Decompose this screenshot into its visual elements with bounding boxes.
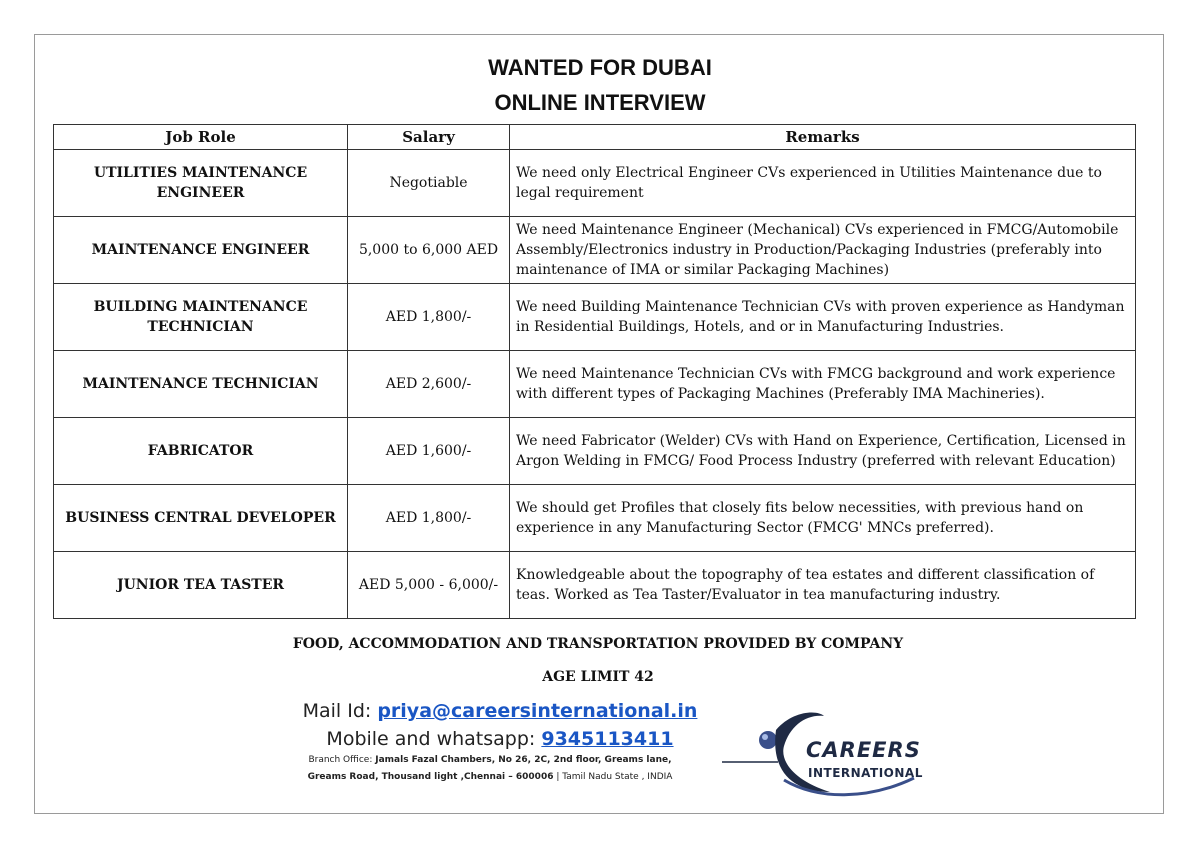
jobs-table [53, 124, 1136, 619]
branch-address-part3: | Tamil Nadu State , INDIA [553, 772, 673, 782]
header-salary: Salary [348, 125, 510, 150]
salary-cell: Negotiable [348, 150, 510, 217]
remarks-cell: Knowledgeable about the topography of tea estates and different classification of teas. Worked as Tea Taster/Evaluator in tea manufacturing industry. [510, 552, 1136, 619]
branch-address-line1 [270, 752, 710, 769]
page-subtitle: ONLINE INTERVIEW [494, 90, 706, 115]
job-role-cell: FABRICATOR [54, 418, 348, 485]
table-row [54, 217, 1136, 284]
remarks-cell: We need Fabricator (Welder) CVs with Hand on Experience, Certification, Licensed in Argon Welding in FMCG/ Food Process Industry (preferred with relevant Education) [510, 418, 1136, 485]
mobile-line [270, 728, 730, 750]
table-row [54, 150, 1136, 217]
job-role-cell: MAINTENANCE ENGINEER [54, 217, 348, 284]
header-job-role: Job Role [54, 125, 348, 150]
job-role-cell: BUILDING MAINTENANCE TECHNICIAN [54, 284, 348, 351]
table-row [54, 418, 1136, 485]
logo-word-careers: CAREERS [806, 738, 921, 762]
branch-label: Branch Office: [308, 755, 376, 765]
careers-international-logo [718, 700, 934, 808]
age-limit-note: AGE LIMIT 42 [542, 669, 654, 685]
logo-word-international: INTERNATIONAL [808, 766, 923, 780]
remarks-cell: We need Maintenance Technician CVs with FMCG background and work experience with different types of Packaging Machines (Preferably IMA Machineries). [510, 351, 1136, 418]
remarks-cell: We need Maintenance Engineer (Mechanical) CVs experienced in FMCG/Automobile Assembly/Electronics industry in Production/Packaging Industries (preferably into maintenance of IMA or similar Packaging Machines) [510, 217, 1136, 284]
table-row [54, 351, 1136, 418]
branch-address-part2: Greams Road, Thousand light ,Chennai – 600006 [307, 772, 554, 782]
benefits-note: FOOD, ACCOMMODATION AND TRANSPORTATION PROVIDED BY COMPANY [292, 636, 904, 652]
salary-cell: 5,000 to 6,000 AED [348, 217, 510, 284]
page-title: WANTED FOR DUBAI [488, 55, 712, 80]
remarks-cell: We should get Profiles that closely fits below necessities, with previous hand on experience in any Manufacturing Sector (FMCG' MNCs preferred). [510, 485, 1136, 552]
mobile-label: Mobile and whatsapp: [326, 728, 542, 750]
salary-cell: AED 1,600/- [348, 418, 510, 485]
branch-address-part1: Jamals Fazal Chambers, No 26, 2C, 2nd floor, Greams lane, [375, 755, 672, 765]
job-role-cell: UTILITIES MAINTENANCE ENGINEER [54, 150, 348, 217]
table-row [54, 485, 1136, 552]
table-row [54, 284, 1136, 351]
salary-cell: AED 2,600/- [348, 351, 510, 418]
remarks-cell: We need Building Maintenance Technician CVs with proven experience as Handyman in Residential Buildings, Hotels, and or in Manufacturing Industries. [510, 284, 1136, 351]
mobile-link[interactable]: 9345113411 [541, 728, 674, 750]
remarks-cell: We need only Electrical Engineer CVs experienced in Utilities Maintenance due to legal requirement [510, 150, 1136, 217]
salary-cell: AED 1,800/- [348, 284, 510, 351]
salary-cell: AED 1,800/- [348, 485, 510, 552]
branch-address-line2 [270, 769, 710, 786]
mail-label: Mail Id: [302, 700, 378, 722]
job-role-cell: JUNIOR TEA TASTER [54, 552, 348, 619]
salary-cell: AED 5,000 - 6,000/- [348, 552, 510, 619]
table-header-row [54, 125, 1136, 150]
job-role-cell: MAINTENANCE TECHNICIAN [54, 351, 348, 418]
mail-line [270, 700, 730, 722]
table-row [54, 552, 1136, 619]
job-role-cell: BUSINESS CENTRAL DEVELOPER [54, 485, 348, 552]
header-remarks: Remarks [510, 125, 1136, 150]
mail-link[interactable]: priya@careersinternational.in [377, 700, 698, 722]
